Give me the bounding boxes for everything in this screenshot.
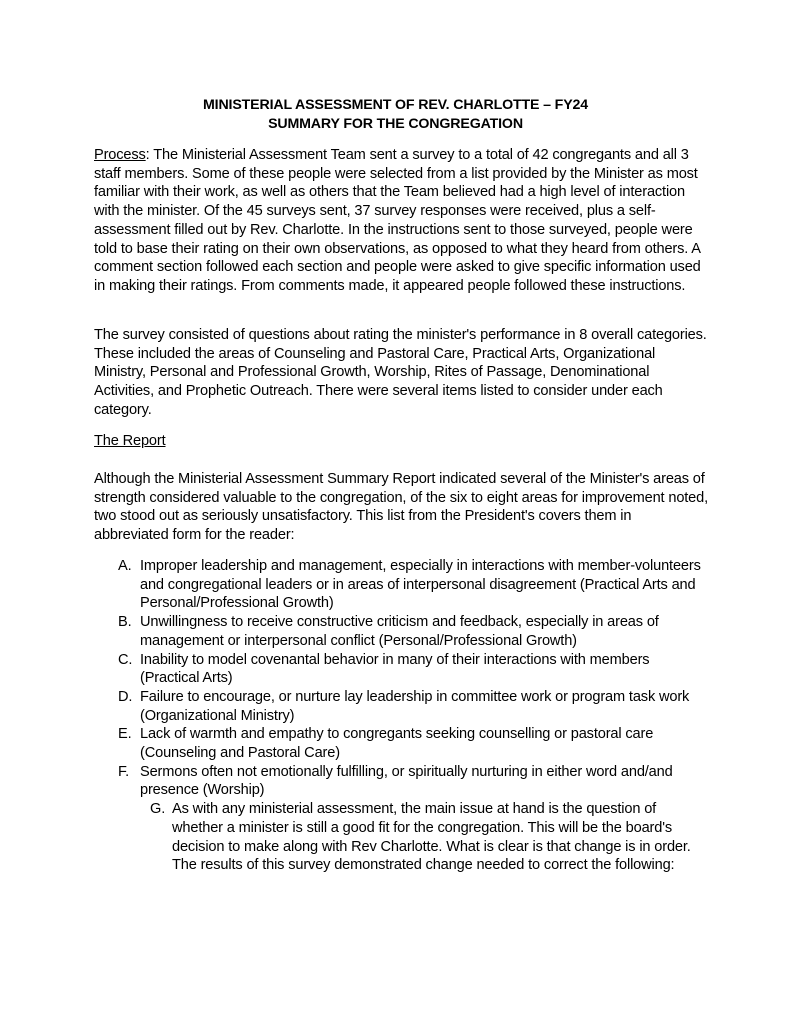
list-item-e: [118, 725, 708, 762]
list-item-f: [118, 763, 708, 800]
list-item-c: [118, 651, 708, 688]
list-marker: G.: [150, 801, 166, 818]
list-marker: D.: [118, 688, 133, 705]
improvement-list: [118, 557, 708, 875]
survey-text: The survey consisted of questions about rating the minister's performance in 8 overall categories. These included the areas of Counseling and Pastoral Care, Practical Arts, Organizational Ministry, Personal and Professional Growth, Worship, Rites of Passage, Denominational Activities, and Prophetic Outreach. There were several items listed to consider under each category.: [94, 327, 707, 418]
list-item-a: [118, 557, 708, 613]
list-item-text: Failure to encourage, or nurture lay leadership in committee work or program task work (Organizational Ministry): [140, 688, 690, 724]
list-item-b: [118, 613, 708, 650]
list-marker: B.: [118, 614, 132, 631]
document-title: [0, 96, 791, 133]
title-line-1: MINISTERIAL ASSESSMENT OF REV. CHARLOTTE – FY24: [202, 97, 588, 113]
list-item-text: Inability to model covenantal behavior in many of their interactions with members (Practical Arts): [140, 651, 650, 687]
report-paragraph: [94, 470, 709, 545]
process-text: : The Ministerial Assessment Team sent a survey to a total of 42 congregants and all 3 staff members. Some of these people were selected from a list provided by the Minister as most familiar with their work, as well as others that the Team believed had a high level of interaction with the minister. Of the 45 surveys sent, 37 survey responses were received, plus a self-assessment filled out by Rev. Charlotte. In the instructions sent to those surveyed, people were told to base their rating on their own observations, as opposed to what they heard from others. A comment section followed each section and people were asked to give specific information used in making their ratings. From comments made, it appeared people followed these instructions.: [94, 147, 701, 294]
list-marker: E.: [118, 726, 132, 743]
report-heading-text: The Report: [94, 433, 166, 449]
list-item-g: [150, 800, 708, 875]
process-paragraph: [94, 146, 709, 296]
list-item-text: Improper leadership and management, especially in interactions with member-volunteers and congregational leaders or in areas of interpersonal disagreement (Practical Arts and Personal/Professional Growth): [140, 558, 701, 612]
list-item-text: Sermons often not emotionally fulfilling, or spiritually nurturing in either word and/and presence (Worship): [140, 763, 673, 799]
report-text: Although the Ministerial Assessment Summary Report indicated several of the Minister's areas of strength considered valuable to the congregation, of the six to eight areas for improvement noted, two stood out as seriously unsatisfactory. This list from the President's covers them in abbreviated form for the reader:: [94, 471, 709, 544]
title-line-2: SUMMARY FOR THE CONGREGATION: [268, 115, 523, 132]
survey-paragraph: [94, 326, 709, 420]
list-marker: F.: [118, 763, 130, 780]
report-heading: [94, 432, 709, 451]
list-item-text: Unwillingness to receive constructive criticism and feedback, especially in areas of management or interpersonal conflict (Personal/Professional Growth): [140, 614, 659, 649]
list-marker: C.: [118, 651, 133, 668]
list-marker: A.: [118, 558, 132, 574]
process-label: Process: [94, 147, 146, 163]
list-item-d: [118, 688, 708, 725]
list-item-text: As with any ministerial assessment, the main issue at hand is the question of whether a minister is still a good fit for the congregation. This will be the board's decision to make along with Rev Charlotte. What is clear is that change is in order. The results of this survey demonstrated change needed to correct the following:: [172, 801, 691, 874]
list-item-text: Lack of warmth and empathy to congregants seeking counselling or pastoral care (Counseling and Pastoral Care): [140, 726, 654, 762]
